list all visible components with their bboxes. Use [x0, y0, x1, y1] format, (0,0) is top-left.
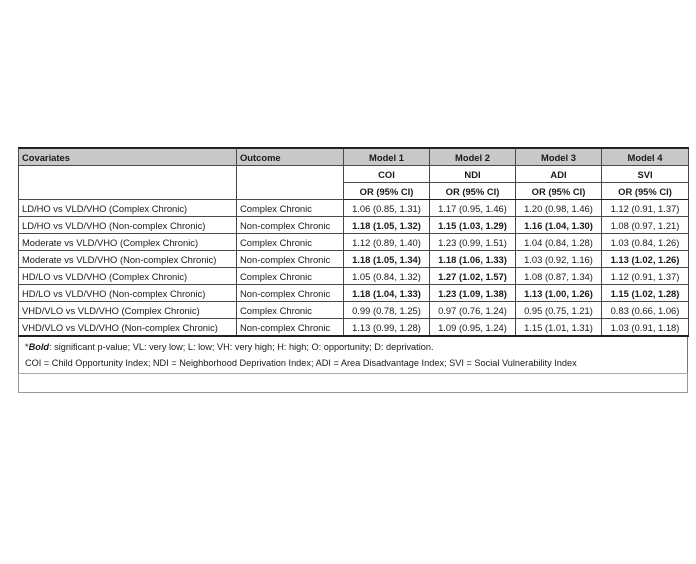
table-row: [19, 302, 689, 319]
or-ci-cell-model-4: 1.08 (0.97, 1.21): [602, 217, 689, 234]
header-stat-4: OR (95% CI): [602, 183, 689, 200]
or-ci-cell-model-4: 1.03 (0.91, 1.18): [602, 319, 689, 337]
or-ci-cell-model-3: 0.95 (0.75, 1.21): [516, 302, 602, 319]
outcome-cell: Non-complex Chronic: [237, 217, 344, 234]
table-row: [19, 319, 689, 337]
covariate-cell: Moderate vs VLD/VHO (Complex Chronic): [19, 234, 237, 251]
or-ci-cell-model-2: 0.97 (0.76, 1.24): [430, 302, 516, 319]
or-ci-cell-model-2: 1.23 (1.09, 1.38): [430, 285, 516, 302]
header-index-svi: SVI: [602, 166, 689, 183]
covariate-cell: VHD/VLO vs VLD/VHO (Non-complex Chronic): [19, 319, 237, 337]
header-stat-3: OR (95% CI): [516, 183, 602, 200]
header-outcome: Outcome: [237, 148, 344, 166]
covariate-cell: VHD/VLO vs VLD/VHO (Complex Chronic): [19, 302, 237, 319]
header-row-models: [19, 148, 689, 166]
or-ci-cell-model-1: 1.18 (1.05, 1.34): [344, 251, 430, 268]
header-index-adi: ADI: [516, 166, 602, 183]
or-ci-cell-model-4: 0.83 (0.66, 1.06): [602, 302, 689, 319]
header-model-1: Model 1: [344, 148, 430, 166]
table-footnotes: [18, 337, 688, 373]
table-body: [19, 200, 689, 337]
footnote-significance: [25, 339, 683, 355]
footnote-asterisk: *: [25, 342, 29, 352]
or-ci-cell-model-3: 1.16 (1.04, 1.30): [516, 217, 602, 234]
covariate-cell: Moderate vs VLD/VHO (Non-complex Chronic): [19, 251, 237, 268]
header-covariates: Covariates: [19, 148, 237, 166]
or-ci-cell-model-2: 1.27 (1.02, 1.57): [430, 268, 516, 285]
or-ci-cell-model-1: 1.06 (0.85, 1.31): [344, 200, 430, 217]
or-ci-cell-model-2: 1.23 (0.99, 1.51): [430, 234, 516, 251]
covariate-cell: LD/HO vs VLD/VHO (Complex Chronic): [19, 200, 237, 217]
table-row: [19, 251, 689, 268]
header-covariates-blank: [19, 166, 237, 200]
or-ci-cell-model-4: 1.12 (0.91, 1.37): [602, 268, 689, 285]
header-model-3: Model 3: [516, 148, 602, 166]
header-model-2: Model 2: [430, 148, 516, 166]
or-ci-cell-model-3: 1.04 (0.84, 1.28): [516, 234, 602, 251]
or-ci-cell-model-3: 1.03 (0.92, 1.16): [516, 251, 602, 268]
or-ci-cell-model-4: 1.15 (1.02, 1.28): [602, 285, 689, 302]
covariate-cell: LD/HO vs VLD/VHO (Non-complex Chronic): [19, 217, 237, 234]
header-row-indices: [19, 166, 689, 183]
table-row: [19, 234, 689, 251]
header-index-coi: COI: [344, 166, 430, 183]
outcome-cell: Complex Chronic: [237, 302, 344, 319]
or-ci-cell-model-1: 1.18 (1.05, 1.32): [344, 217, 430, 234]
or-ci-cell-model-1: 1.05 (0.84, 1.32): [344, 268, 430, 285]
header-index-ndi: NDI: [430, 166, 516, 183]
outcome-cell: Non-complex Chronic: [237, 251, 344, 268]
table-row: [19, 200, 689, 217]
results-table-container: [18, 147, 688, 393]
or-ci-cell-model-3: 1.20 (0.98, 1.46): [516, 200, 602, 217]
or-ci-cell-model-3: 1.15 (1.01, 1.31): [516, 319, 602, 337]
covariate-cell: HD/LO vs VLD/VHO (Complex Chronic): [19, 268, 237, 285]
table-row: [19, 285, 689, 302]
odds-ratio-table: [18, 147, 689, 337]
outcome-cell: Complex Chronic: [237, 234, 344, 251]
or-ci-cell-model-4: 1.03 (0.84, 1.26): [602, 234, 689, 251]
or-ci-cell-model-1: 1.12 (0.89, 1.40): [344, 234, 430, 251]
or-ci-cell-model-4: 1.12 (0.91, 1.37): [602, 200, 689, 217]
footnote-index-definitions: COI = Child Opportunity Index; NDI = Neighborhood Deprivation Index; ADI = Area Disadvantage Index; SVI = Social Vulnerability Index: [25, 358, 577, 368]
or-ci-cell-model-4: 1.13 (1.02, 1.26): [602, 251, 689, 268]
footnote-abbreviations: : significant p-value; VL: very low; L: low; VH: very high; H: high; O: opportunity; D: deprivation.: [49, 342, 434, 352]
or-ci-cell-model-3: 1.13 (1.00, 1.26): [516, 285, 602, 302]
empty-footer-row: [18, 373, 688, 393]
or-ci-cell-model-1: 0.99 (0.78, 1.25): [344, 302, 430, 319]
outcome-cell: Complex Chronic: [237, 200, 344, 217]
or-ci-cell-model-1: 1.13 (0.99, 1.28): [344, 319, 430, 337]
covariate-cell: HD/LO vs VLD/VHO (Non-complex Chronic): [19, 285, 237, 302]
or-ci-cell-model-2: 1.17 (0.95, 1.46): [430, 200, 516, 217]
or-ci-cell-model-2: 1.18 (1.06, 1.33): [430, 251, 516, 268]
outcome-cell: Complex Chronic: [237, 268, 344, 285]
table-row: [19, 268, 689, 285]
or-ci-cell-model-1: 1.18 (1.04, 1.33): [344, 285, 430, 302]
header-stat-2: OR (95% CI): [430, 183, 516, 200]
outcome-cell: Non-complex Chronic: [237, 285, 344, 302]
or-ci-cell-model-2: 1.15 (1.03, 1.29): [430, 217, 516, 234]
footnote-bold-word: Bold: [28, 342, 49, 352]
or-ci-cell-model-3: 1.08 (0.87, 1.34): [516, 268, 602, 285]
header-stat-1: OR (95% CI): [344, 183, 430, 200]
header-outcome-blank: [237, 166, 344, 200]
header-model-4: Model 4: [602, 148, 689, 166]
outcome-cell: Non-complex Chronic: [237, 319, 344, 337]
table-row: [19, 217, 689, 234]
or-ci-cell-model-2: 1.09 (0.95, 1.24): [430, 319, 516, 337]
